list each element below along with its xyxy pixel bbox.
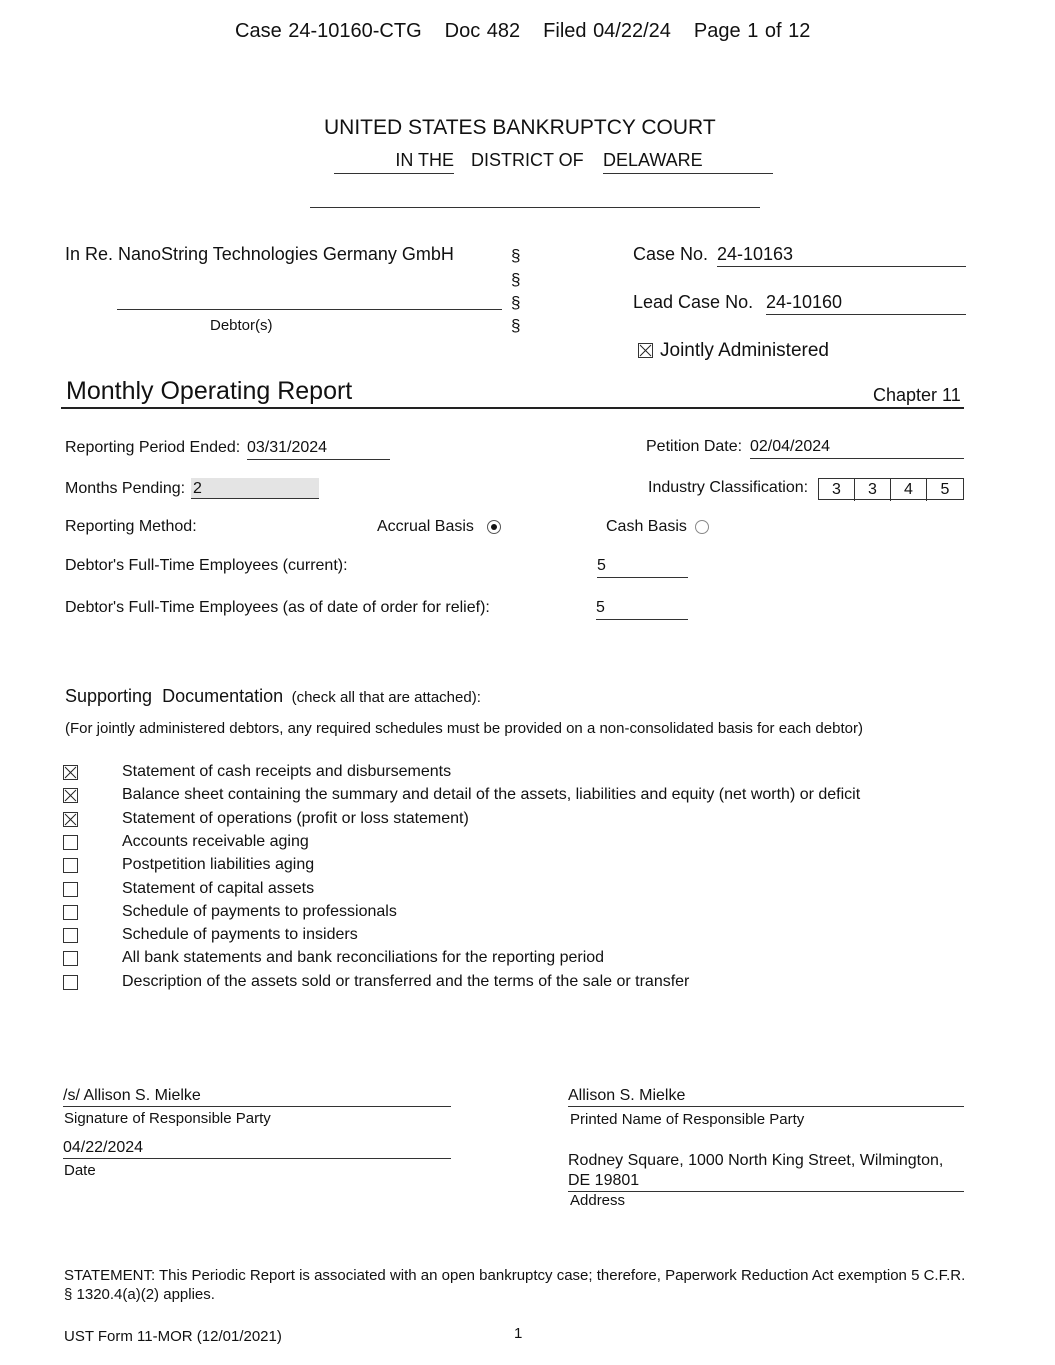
section-symbol: §: [511, 316, 521, 335]
check-x-icon: [639, 344, 652, 357]
accrual-basis-radio[interactable]: [487, 520, 501, 534]
statement-line-1: STATEMENT: This Periodic Report is associated with an open bankruptcy case; therefore, Paperwork Reduction Act exemption 5 C.F.R.: [64, 1267, 966, 1284]
district-of-label: DISTRICT OF: [471, 150, 584, 170]
filing-header: [235, 20, 810, 43]
court-title: UNITED STATES BANKRUPTCY COURT: [324, 116, 716, 139]
case-no-label: Case No.: [633, 244, 709, 264]
document-item-label: Statement of operations (profit or loss statement): [122, 810, 469, 827]
industry-classification-boxes: [818, 478, 964, 500]
check-x-icon: [64, 766, 77, 779]
industry-digit: 3: [855, 479, 891, 501]
document-item-label: Statement of cash receipts and disbursements: [122, 763, 452, 780]
case-no-value: 24-10163: [717, 244, 966, 267]
employees-relief-value: 5: [596, 599, 688, 620]
supporting-heading-note: (check all that are attached):: [291, 689, 481, 706]
page-count-header: Page 1 of 12: [693, 20, 811, 42]
debtor-label: Debtor(s): [210, 317, 273, 334]
in-the-label: IN THE: [334, 150, 454, 174]
signature-value: /s/ Allison S. Mielke: [63, 1087, 451, 1107]
industry-classification-label: Industry Classification:: [648, 479, 809, 496]
address-label: Address: [570, 1192, 626, 1209]
employees-relief-label: Debtor's Full-Time Employees (as of date of order for relief):: [65, 599, 490, 616]
section-symbol: §: [511, 270, 521, 289]
document-checkbox[interactable]: [63, 788, 78, 803]
printed-name-label: Printed Name of Responsible Party: [570, 1111, 805, 1128]
document-checkbox[interactable]: [63, 905, 78, 920]
signature-date-label: Date: [64, 1162, 96, 1179]
document-item-label: Schedule of payments to insiders: [122, 926, 358, 943]
petition-date-label: Petition Date:: [646, 438, 743, 455]
page-number: 1: [514, 1325, 523, 1342]
signature-date-value: 04/22/2024: [63, 1139, 451, 1159]
document-item-label: Schedule of payments to professionals: [122, 903, 397, 920]
district-value: DELAWARE: [603, 150, 773, 174]
section-symbol: §: [511, 293, 521, 312]
report-title: Monthly Operating Report: [66, 377, 353, 405]
jointly-administered-checkbox[interactable]: [638, 343, 653, 358]
reporting-period-label: Reporting Period Ended:: [65, 439, 241, 456]
employees-current-label: Debtor's Full-Time Employees (current):: [65, 557, 348, 574]
doc-number-header: Doc 482: [444, 20, 521, 42]
debtor-name-line: [117, 309, 502, 310]
reporting-method-label: Reporting Method:: [65, 518, 197, 535]
accrual-basis-label: Accrual Basis: [377, 518, 474, 535]
address-line-1: Rodney Square, 1000 North King Street, Wilmington,: [568, 1152, 944, 1169]
industry-digit: 3: [819, 479, 855, 501]
supporting-heading-text: Supporting Documentation: [65, 686, 284, 706]
document-checkbox[interactable]: [63, 882, 78, 897]
document-item-label: Description of the assets sold or transferred and the terms of the sale or transfer: [122, 973, 690, 990]
petition-date-value: 02/04/2024: [750, 438, 964, 459]
document-item-label: All bank statements and bank reconciliations for the reporting period: [122, 949, 605, 966]
check-x-icon: [64, 789, 77, 802]
jointly-administered-label: Jointly Administered: [660, 340, 829, 361]
signature-label: Signature of Responsible Party: [64, 1110, 271, 1127]
form-number: UST Form 11-MOR (12/01/2021): [64, 1328, 282, 1345]
months-pending-label: Months Pending:: [65, 480, 186, 497]
section-symbol: §: [511, 246, 521, 265]
printed-name-value: Allison S. Mielke: [568, 1087, 964, 1107]
industry-digit: 5: [940, 481, 950, 498]
address-line-2: DE 19801: [568, 1172, 964, 1192]
cash-basis-radio[interactable]: [695, 520, 709, 534]
supporting-note: (For jointly administered debtors, any required schedules must be provided on a non-consolidated basis for each debtor): [65, 720, 863, 737]
division-line: [310, 207, 760, 208]
document-checkbox[interactable]: [63, 765, 78, 780]
title-rule: [61, 407, 964, 409]
supporting-documentation-heading: [65, 686, 481, 707]
chapter-label: Chapter 11: [873, 385, 961, 405]
in-re-debtor: In Re. NanoString Technologies Germany GmbH: [65, 244, 454, 264]
case-number-header: Case 24-10160-CTG: [235, 20, 422, 42]
industry-digit: 4: [891, 479, 927, 501]
lead-case-no-value: 24-10160: [766, 292, 966, 315]
lead-case-no-label: Lead Case No.: [633, 292, 754, 312]
document-checkbox[interactable]: [63, 858, 78, 873]
document-checkbox[interactable]: [63, 951, 78, 966]
document-checkbox[interactable]: [63, 812, 78, 827]
document-item-label: Statement of capital assets: [122, 880, 315, 897]
document-item-label: Postpetition liabilities aging: [122, 856, 315, 873]
document-item-label: Accounts receivable aging: [122, 833, 309, 850]
document-checkbox[interactable]: [63, 975, 78, 990]
reporting-period-value: 03/31/2024: [247, 439, 390, 460]
filed-date-header: Filed 04/22/24: [543, 20, 671, 42]
document-item-label: Balance sheet containing the summary and detail of the assets, liabilities and equity (net worth) or deficit: [122, 786, 861, 803]
employees-current-value: 5: [597, 557, 688, 578]
check-x-icon: [64, 813, 77, 826]
statement-line-2: § 1320.4(a)(2) applies.: [64, 1286, 215, 1303]
document-checkbox[interactable]: [63, 928, 78, 943]
document-checkbox[interactable]: [63, 835, 78, 850]
radio-selected-dot: [491, 524, 497, 530]
months-pending-value[interactable]: 2: [191, 478, 319, 499]
cash-basis-label: Cash Basis: [606, 518, 687, 535]
